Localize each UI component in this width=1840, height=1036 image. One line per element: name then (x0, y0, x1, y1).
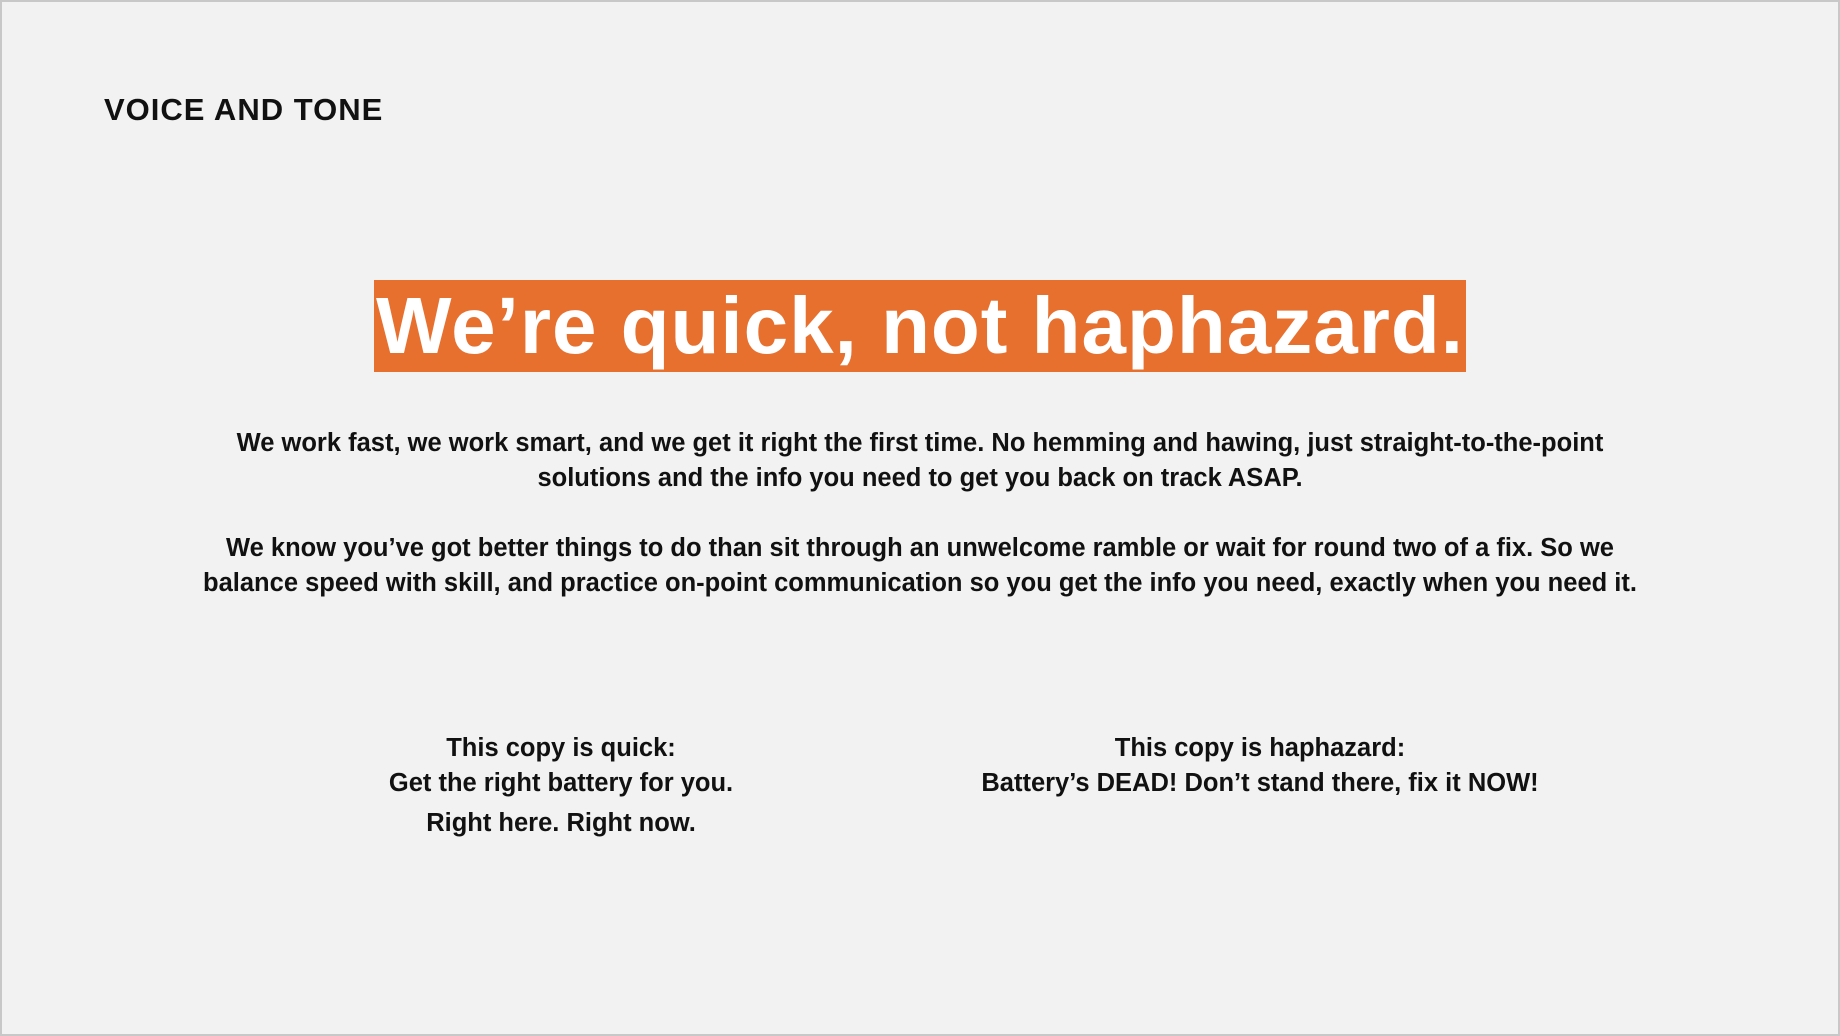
quick-example-line-1: Get the right battery for you. (388, 769, 734, 797)
quick-example-title: This copy is quick: (446, 734, 676, 762)
copy-examples (2, 731, 1838, 851)
headline: We’re quick, not haphazard. (376, 281, 1464, 370)
section-label: VOICE AND TONE (104, 92, 384, 127)
haphazard-example (930, 731, 1590, 801)
quick-example (231, 731, 891, 841)
quick-example-line-2: Right here. Right now. (426, 809, 696, 837)
haphazard-example-line-1: Battery’s DEAD! Don’t stand there, fix it NOW! (981, 769, 1539, 797)
body-paragraph-2: We know you’ve got better things to do than sit through an unwelcome ramble or wait for round two of a fix. So we balance speed with skill, and practice on-point communication so you get the info you need, exactly when you need it. (203, 534, 1637, 597)
body-copy (180, 426, 1660, 601)
haphazard-example-title: This copy is haphazard: (1114, 734, 1406, 762)
body-paragraph-1: We work fast, we work smart, and we get it right the first time. No hemming and hawing, just straight-to-the-point solutions and the info you need to get you back on track ASAP. (236, 429, 1604, 492)
headline-container (2, 280, 1838, 372)
